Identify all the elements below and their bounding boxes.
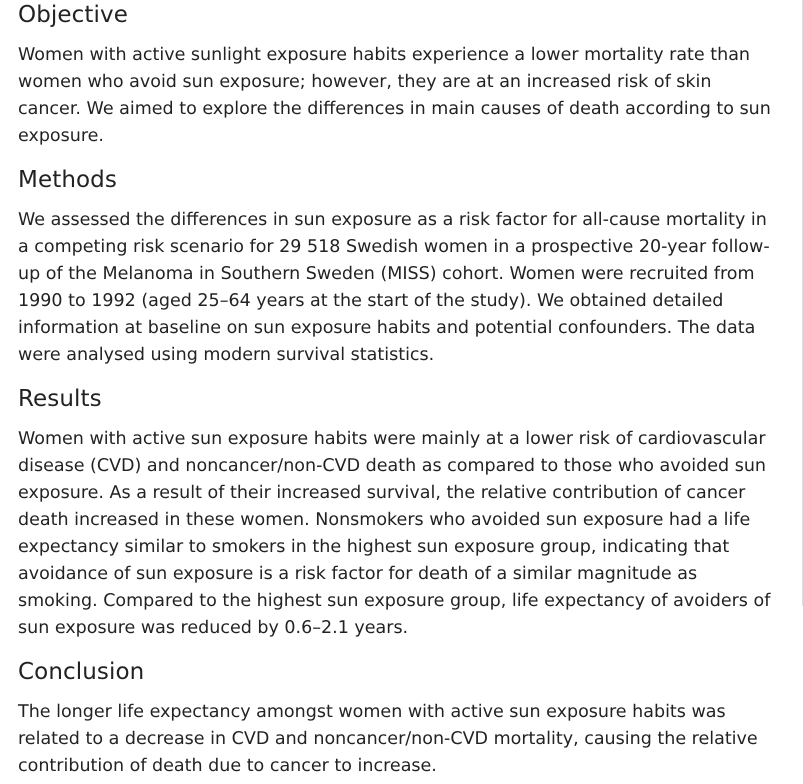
- results-text: Women with active sun exposure habits were mainly at a lower risk of cardiovascular disease (CVD) and noncancer/non-CVD death as compared to those who avoided sun exposure. As a result of their increased survival, the relative contribution of cancer death increased in these women. Nonsmokers who avoided sun exposure had a life expectancy similar to smokers in the highest sun exposure group, indicating that avoidance of sun exposure is a risk factor for death of a similar magnitude as smoking. Compared to the highest sun exposure group, life expectancy of avoiders of sun exposure was reduced by 0.6–2.1 years.: [18, 429, 771, 638]
- results-section: [18, 384, 778, 642]
- methods-heading: Methods: [18, 167, 117, 193]
- objective-heading: Objective: [18, 2, 128, 28]
- conclusion-heading: Conclusion: [18, 659, 145, 685]
- methods-section: [18, 165, 778, 369]
- abstract-content: [18, 0, 778, 780]
- conclusion-section: [18, 657, 778, 780]
- conclusion-text: The longer life expectancy amongst women with active sun exposure habits was related to a decrease in CVD and noncancer/non-CVD mortality, causing the relative contribution of death due to cancer to increase.: [18, 702, 758, 776]
- objective-text: Women with active sunlight exposure habits experience a lower mortality rate than women who avoid sun exposure; however, they are at an increased risk of skin cancer. We aimed to explore the differences in main causes of death according to sun exposure.: [18, 45, 771, 146]
- results-heading: Results: [18, 386, 102, 412]
- objective-section: [18, 0, 778, 150]
- methods-text: We assessed the differences in sun exposure as a risk factor for all-cause mortality in a competing risk scenario for 29 518 Swedish women in a prospective 20-year follow-up of the Melanoma in Southern Sweden (MISS) cohort. Women were recruited from 1990 to 1992 (aged 25–64 years at the start of the study). We obtained detailed information at baseline on sun exposure habits and potential confounders. The data were analysed using modern survival statistics.: [18, 210, 770, 365]
